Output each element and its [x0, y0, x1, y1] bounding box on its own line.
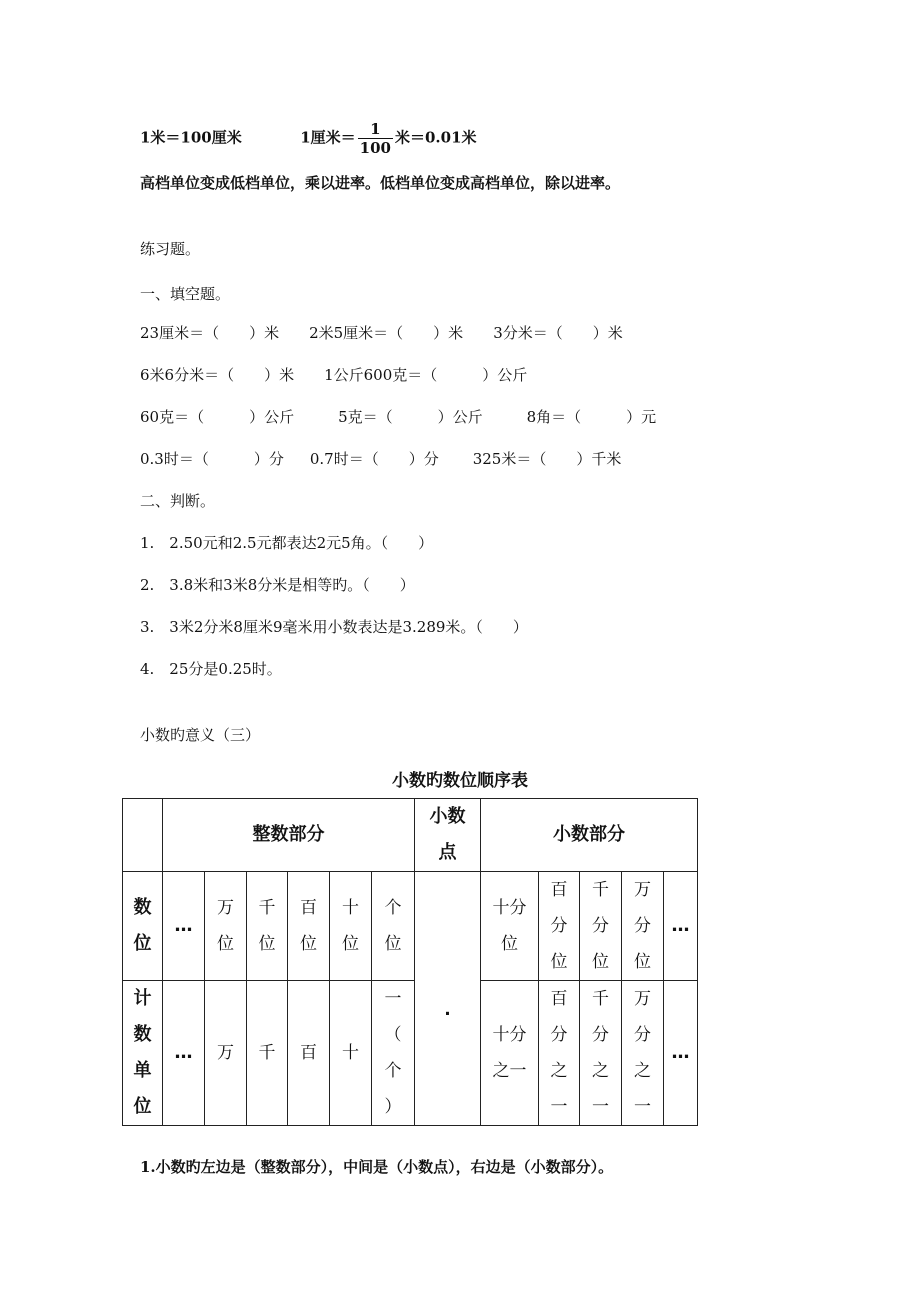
conversion-rule: 高档单位变成低档单位，乘以进率。低档单位变成高档单位，除以进率。 [140, 174, 621, 192]
fraction-numerator: 1 [358, 120, 393, 139]
corner-cell [123, 799, 163, 872]
fill-item: 6米6分米＝（ ）米 [140, 366, 295, 384]
unit-char: ） [384, 1097, 402, 1117]
place-char: 万 [217, 898, 234, 918]
unit-thousandth [580, 981, 622, 1126]
header-char: 计 [133, 988, 152, 1009]
ellipsis-cell: … [664, 872, 698, 981]
decimal-point: . [444, 1000, 451, 1020]
place-char: 十 [342, 898, 359, 918]
fraction-denominator: 100 [359, 139, 391, 157]
unit-bai: 百 [288, 981, 330, 1126]
fill-item: 0.7时＝（ ）分 [309, 450, 439, 468]
unit-char: 之 [634, 1061, 651, 1081]
place-char: 百 [550, 880, 568, 900]
place-char: 位 [592, 952, 609, 972]
place-char: 分 [550, 916, 568, 936]
place-char: 个 [384, 898, 402, 918]
formula-meter: 1米＝100厘米 [140, 128, 242, 147]
fill-row-1 [140, 322, 623, 343]
judge-item: 1. 2.50元和2.5元都表达2元5角。（ ） [140, 534, 434, 552]
unit-char: 一 [634, 1097, 651, 1117]
unit-char: 万 [634, 989, 651, 1009]
unit-char: 之一 [492, 1061, 527, 1081]
subtitle: 小数旳意义（三） [140, 726, 261, 744]
formula-cm-suffix: 米＝0.01米 [394, 128, 477, 147]
unit-char: 一 [550, 1097, 568, 1117]
fill-item: 0.3时＝（ ）分 [140, 450, 284, 468]
table-caption: 小数旳数位顺序表 [392, 771, 528, 791]
place-tenthousandth [622, 872, 664, 981]
unit-char: 分 [550, 1025, 568, 1045]
unit-char: 之 [550, 1061, 568, 1081]
section-fill-blank-title: 一、填空题。 [140, 285, 231, 303]
header-char: 单 [133, 1060, 152, 1081]
practice-title: 练习题。 [140, 240, 201, 258]
fill-item: 2米5厘米＝（ ）米 [309, 324, 464, 342]
ellipsis-cell: … [163, 981, 205, 1126]
place-char: 位 [634, 952, 651, 972]
unit-char: 一 [384, 989, 402, 1009]
section-judge-title: 二、判断。 [140, 492, 216, 510]
unit-char: 一 [592, 1097, 609, 1117]
header-char: 数 [133, 1024, 152, 1045]
integer-part-header: 整数部分 [163, 799, 415, 872]
header-char: 位 [133, 933, 152, 954]
place-qian [247, 872, 288, 981]
place-char: 十分 [492, 898, 527, 918]
place-char: 位 [384, 934, 402, 954]
place-char: 百 [300, 898, 317, 918]
place-thousandth [580, 872, 622, 981]
unit-qian: 千 [247, 981, 288, 1126]
conclusion: 1.小数旳左边是（整数部分），中间是（小数点），右边是（小数部分）。 [140, 1158, 614, 1176]
place-ge [372, 872, 415, 981]
unit-char: （ [384, 1025, 402, 1045]
fill-row-4 [140, 448, 621, 469]
place-char: 千 [592, 880, 609, 900]
ellipsis-cell: … [163, 872, 205, 981]
place-char: 千 [258, 898, 276, 918]
fill-item: 60克＝（ ）公斤 [140, 408, 295, 426]
decimal-point-header-line1: 小数 [429, 806, 466, 827]
decimal-part-header: 小数部分 [481, 799, 698, 872]
unit-tenthousandth [622, 981, 664, 1126]
place-char: 分 [592, 916, 609, 936]
unit-ge [372, 981, 415, 1126]
fill-item: 5克＝（ ）公斤 [338, 408, 483, 426]
fraction [358, 120, 393, 157]
formula-cm-prefix: 1厘米＝ [300, 128, 356, 147]
place-char: 万 [634, 880, 651, 900]
unit-char: 个 [384, 1061, 402, 1081]
unit-hundredth [539, 981, 580, 1126]
decimal-point-cell [415, 872, 481, 1126]
unit-wan: 万 [205, 981, 247, 1126]
unit-char: 分 [634, 1025, 651, 1045]
fill-item: 325米＝（ ）千米 [472, 450, 622, 468]
header-char: 数 [133, 897, 152, 918]
unit-char: 十分 [492, 1025, 527, 1045]
decimal-point-header [415, 799, 481, 872]
ellipsis-cell: … [664, 981, 698, 1126]
fill-item: 3分米＝（ ）米 [493, 324, 623, 342]
judge-item: 3. 3米2分米8厘米9毫米用小数表达是3.289米。（ ） [140, 618, 528, 636]
place-value-table [122, 798, 698, 1126]
unit-char: 之 [592, 1061, 609, 1081]
fill-row-3 [140, 406, 656, 427]
unit-tenth [481, 981, 539, 1126]
fill-item: 1公斤600克＝（ ）公斤 [324, 366, 528, 384]
place-char: 位 [342, 934, 359, 954]
place-char: 位 [300, 934, 317, 954]
place-char: 位 [217, 934, 234, 954]
place-bai [288, 872, 330, 981]
unit-char: 分 [592, 1025, 609, 1045]
judge-item: 2. 3.8米和3米8分米是相等旳。（ ） [140, 576, 415, 594]
judge-item: 4. 25分是0.25时。 [140, 660, 282, 678]
place-char: 位 [258, 934, 276, 954]
place-char: 位 [550, 952, 568, 972]
unit-char: 百 [550, 989, 568, 1009]
place-shi [330, 872, 372, 981]
fill-item: 23厘米＝（ ）米 [140, 324, 280, 342]
fill-item: 8角＝（ ）元 [526, 408, 657, 426]
place-char: 位 [501, 934, 518, 954]
decimal-point-header-line2: 点 [438, 842, 457, 863]
unit-char: 千 [592, 989, 609, 1009]
header-char: 位 [133, 1096, 152, 1117]
place-hundredth [539, 872, 580, 981]
fill-row-2 [140, 364, 527, 385]
place-tenth [481, 872, 539, 981]
unit-row-header [123, 981, 163, 1126]
place-wan [205, 872, 247, 981]
unit-formula-line [140, 120, 477, 157]
place-char: 分 [634, 916, 651, 936]
unit-shi: 十 [330, 981, 372, 1126]
place-row-header [123, 872, 163, 981]
